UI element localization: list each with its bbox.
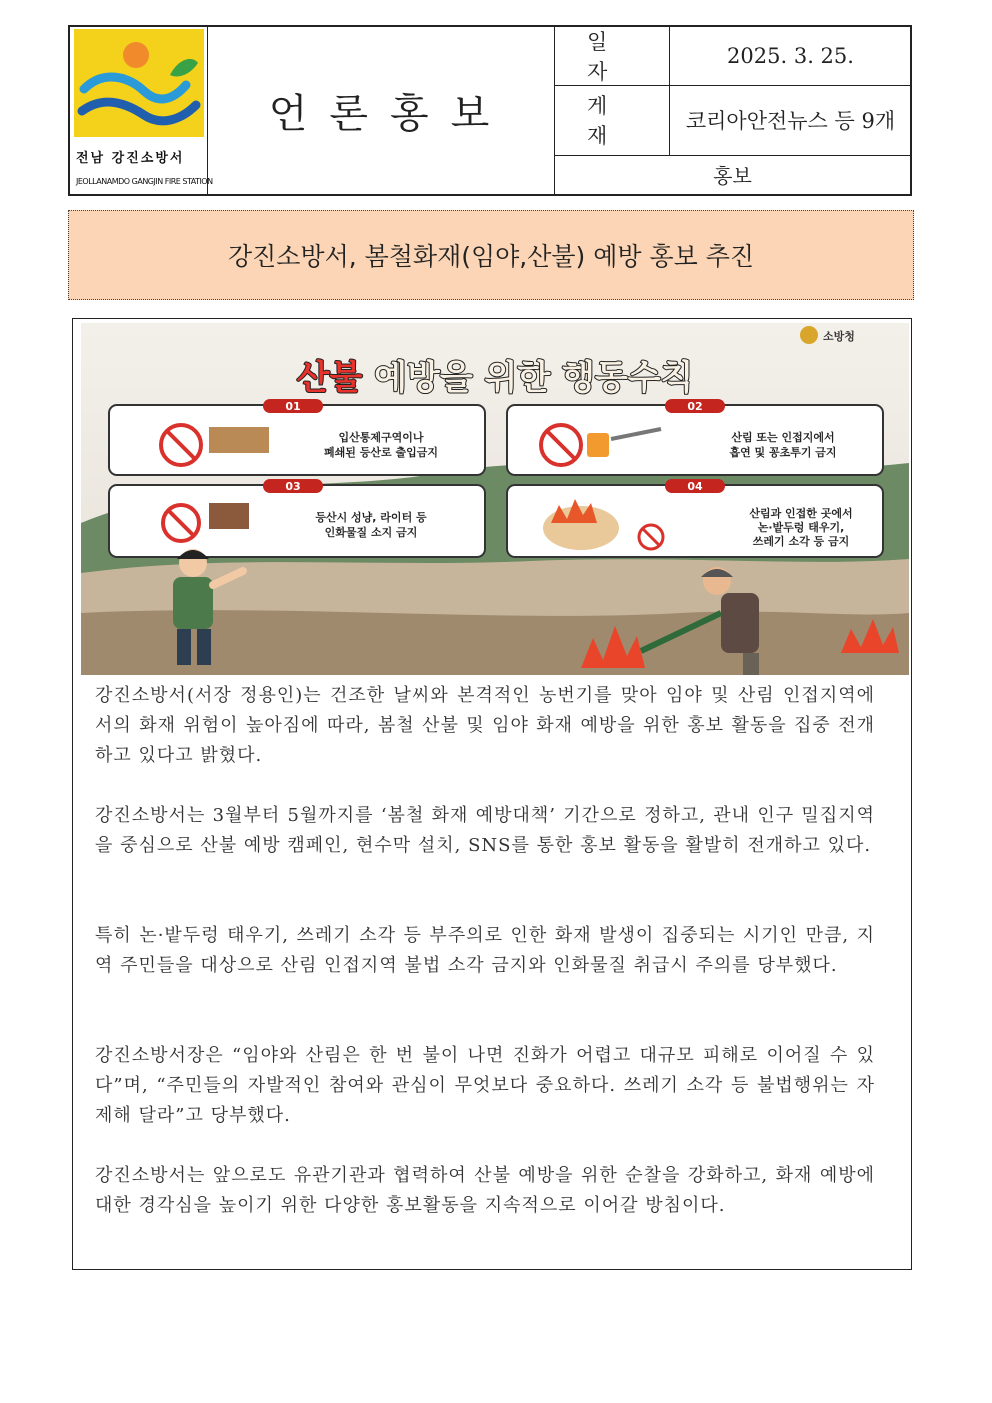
article-paragraph-5: 강진소방서는 앞으로도 유관기관과 협력하여 산불 예방을 위한 순찰을 강화하고, 화재 예방에 대한 경각심을 높이기 위한 다양한 홍보활동을 지속적으로 이어갈 방침이다. [95, 1165, 875, 1216]
svg-text:쓰레기 소각 등 금지: 쓰레기 소각 등 금지 [752, 535, 850, 548]
svg-text:입산통제구역이나: 입산통제구역이나 [338, 431, 424, 444]
svg-text:등산시 성냥, 라이터 등: 등산시 성냥, 라이터 등 [315, 511, 427, 524]
wildfire-prevention-poster [81, 323, 909, 675]
svg-text:03: 03 [285, 480, 301, 493]
svg-text:01: 01 [285, 400, 301, 413]
headline-banner [68, 210, 914, 300]
date-value: 2025. 3. 25. [727, 44, 854, 68]
article-paragraph-3: 특히 논·밭두렁 태우기, 쓰레기 소각 등 부주의로 인한 화재 발생이 집중되는 시기인 만큼, 지역 주민들을 대상으로 산림 인접지역 불법 소각 금지와 인화물질 취급시 주의를 당부했다. [95, 925, 875, 976]
rule-card-04 [507, 479, 883, 557]
svg-text:산림 또는 인접지에서: 산림 또는 인접지에서 [731, 431, 835, 444]
logo-org-name-en: JEOLLANAMDO GANGJIN FIRE STATION [76, 177, 213, 186]
rule-card-03 [109, 479, 485, 557]
category-row [555, 155, 910, 194]
svg-text:04: 04 [687, 480, 703, 493]
poster-agency: 소방청 [823, 330, 855, 343]
fire-station-logo [74, 29, 204, 165]
article-paragraph-4: 강진소방서장은 “임야와 산림은 한 번 불이 나면 진화가 어렵고 대규모 피해로 이어질 수 있다”며, “주민들의 자발적인 참여와 관심이 무엇보다 중요하다. 쓰레기 소각 등 불법행위는 자제해 달라”고 당부했다. [95, 1045, 875, 1126]
svg-text:인화물질 소지 금지: 인화물질 소지 금지 [324, 526, 418, 539]
doc-title-cell [208, 27, 555, 194]
svg-text:02: 02 [687, 400, 703, 413]
rule-card-01 [109, 399, 485, 475]
agency-emblem-icon [800, 326, 818, 344]
media-row [555, 85, 910, 156]
date-row [555, 27, 910, 86]
article-paragraph-2: 강진소방서는 3월부터 5월까지를 ‘봄철 화재 예방대책’ 기간으로 정하고, 관내 인구 밀집지역을 중심으로 산불 예방 캠페인, 현수막 설치, SNS를 통한 홍보 활동을 활발히 전개하고 있다. [95, 805, 875, 856]
rule-card-02 [507, 399, 883, 475]
article-paragraph-1: 강진소방서(서장 정용인)는 건조한 날씨와 본격적인 농번기를 맞아 임야 및 산림 인접지역에서의 화재 위험이 높아짐에 따라, 봄철 산불 및 임야 화재 예방을 위한 홍보 활동을 집중 전개하고 있다고 밝혔다. [95, 685, 875, 766]
svg-text:논·밭두렁 태우기,: 논·밭두렁 태우기, [757, 521, 845, 534]
press-header-table [68, 25, 912, 196]
svg-text:폐쇄된 등산로 출입금지: 폐쇄된 등산로 출입금지 [324, 446, 438, 459]
doc-title: 언론홍보 [268, 91, 512, 137]
headline-text: 강진소방서, 봄철화재(임야,산불) 예방 홍보 추진 [227, 242, 755, 271]
poster-title [297, 358, 694, 398]
svg-text:흡연 및 꽁초투기 금지: 흡연 및 꽁초투기 금지 [729, 446, 837, 459]
date-label: 일자 [555, 27, 670, 85]
svg-text:산림과 인접한 곳에서: 산림과 인접한 곳에서 [749, 507, 853, 520]
media-value: 코리아안전뉴스 등 9개 [685, 109, 896, 133]
poster-title-red: 산불 [296, 358, 363, 398]
logo-org-name: 전남 강진소방서 [76, 151, 185, 166]
category-value: 홍보 [713, 164, 752, 188]
logo-cell [70, 27, 213, 194]
article-body [72, 318, 912, 1270]
poster-title-rest: 예방을 위한 행동수칙 [362, 358, 694, 398]
media-label: 게재 [555, 85, 670, 155]
